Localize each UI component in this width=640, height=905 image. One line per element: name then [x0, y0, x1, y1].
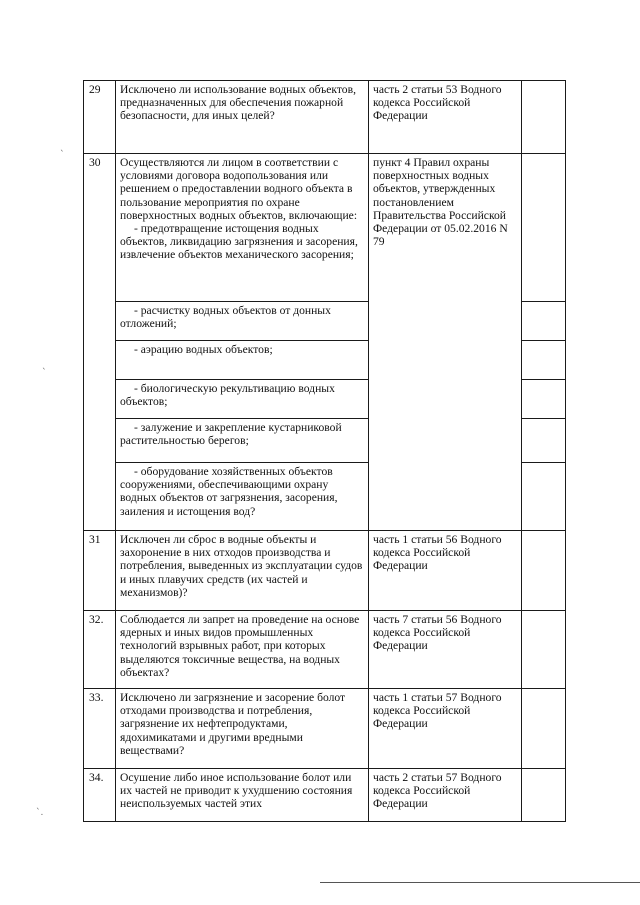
table-row [84, 154, 566, 302]
check-cell[interactable] [522, 154, 566, 302]
legal-basis: часть 1 статьи 57 Водного кодекса Российской Федерации [369, 689, 522, 769]
requirement-subitem: - аэрацию водных объектов; [116, 341, 369, 380]
requirement-subitem: - биологическую рекультивацию водных объектов; [116, 380, 369, 419]
scan-mark: ` [42, 368, 47, 378]
table-row [84, 689, 566, 769]
check-cell[interactable] [522, 419, 566, 463]
check-cell[interactable] [522, 769, 566, 822]
check-cell[interactable] [522, 302, 566, 341]
check-cell[interactable] [522, 341, 566, 380]
item-number: 30 [84, 154, 116, 531]
checklist-table [83, 80, 566, 822]
item-number: 33. [84, 689, 116, 769]
item-number: 31 [84, 531, 116, 611]
table-row [84, 769, 566, 822]
check-cell[interactable] [522, 531, 566, 611]
requirement-text: Соблюдается ли запрет на проведение на основе ядерных и иных видов промышленных технологий взрывных работ, при которых выделяются токсичные вещества, на водных объектах? [116, 611, 369, 689]
check-cell[interactable] [522, 380, 566, 419]
requirement-text: Осушение либо иное использование болот или их частей не приводит к ухудшению состояния неиспользуемых частей этих [116, 769, 369, 822]
requirement-subitem: - залужение и закрепление кустарниковой растительностью берегов; [116, 419, 369, 463]
item-number: 34. [84, 769, 116, 822]
check-cell[interactable] [522, 81, 566, 154]
item-number: 29 [84, 81, 116, 154]
footer-rule [320, 882, 640, 883]
table-row [84, 81, 566, 154]
requirement-text: Исключен ли сброс в водные объекты и захоронение в них отходов производства и потребления, выведенных из эксплуатации судов и иных плавучих средств (их частей и механизмов)? [116, 531, 369, 611]
table-row [84, 611, 566, 689]
scan-mark: ` [60, 150, 65, 160]
item-number: 32. [84, 611, 116, 689]
scan-mark: `. [36, 808, 44, 818]
requirement-text [116, 154, 369, 302]
legal-basis: часть 2 статьи 57 Водного кодекса Российской Федерации [369, 769, 522, 822]
legal-basis: пункт 4 Правил охраны поверхностных водных объектов, утвержденных постановлением Правительства Российской Федерации от 05.02.2016 N 79 [369, 154, 522, 531]
check-cell[interactable] [522, 463, 566, 531]
requirement-intro: Осуществляются ли лицом в соответствии с условиями договора водопользования или решением о предоставлении водного объекта в пользование мероприятия по охране поверхностных водных объектов, включающие: [120, 156, 358, 222]
requirement-subitem: - оборудование хозяйственных объектов сооружениями, обеспечивающими охрану водных объектов от загрязнения, засорения, заиления и истощения вод? [116, 463, 369, 531]
check-cell[interactable] [522, 689, 566, 769]
legal-basis: часть 7 статьи 56 Водного кодекса Российской Федерации [369, 611, 522, 689]
table-row [84, 531, 566, 611]
legal-basis: часть 1 статьи 56 Водного кодекса Российской Федерации [369, 531, 522, 611]
check-cell[interactable] [522, 611, 566, 689]
requirement-subitem: - расчистку водных объектов от донных отложений; [116, 302, 369, 341]
requirement-text: Исключено ли использование водных объектов, предназначенных для обеспечения пожарной безопасности, для иных целей? [116, 81, 369, 154]
requirement-subitem: - предотвращение истощения водных объектов, ликвидацию загрязнения и засорения, извлечение объектов механического засорения; [120, 222, 358, 262]
requirement-text: Исключено ли загрязнение и засорение болот отходами производства и потребления, загрязнение их нефтепродуктами, ядохимикатами и другими вредными веществами? [116, 689, 369, 769]
legal-basis: часть 2 статьи 53 Водного кодекса Российской Федерации [369, 81, 522, 154]
